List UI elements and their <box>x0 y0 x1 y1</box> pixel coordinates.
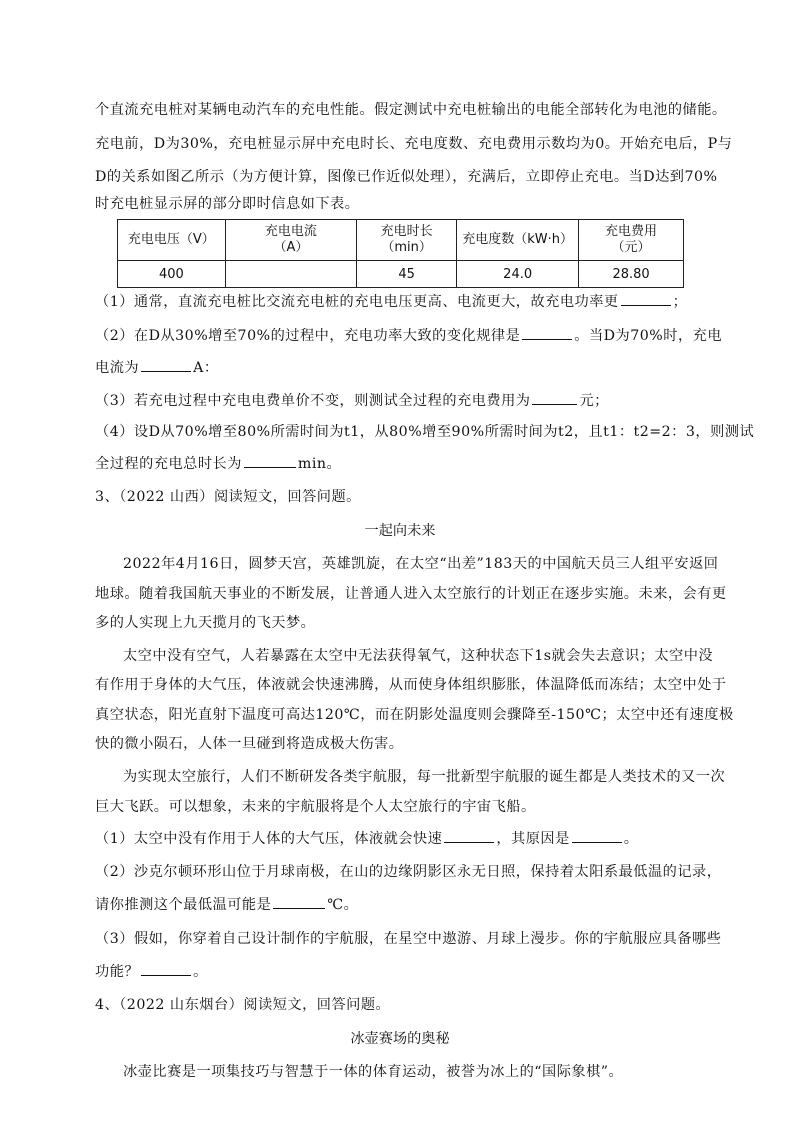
question-3-1: （1）太空中没有作用于人体的大气压，体液就会快速 ，其原因是 。 <box>95 828 639 848</box>
header-cell-voltage: 充电电压（V） <box>118 220 226 261</box>
paragraph-line: 为实现太空旅行，人们不断研发各类宇航服，每一批新型宇航服的诞生都是人类技术的又一次 <box>123 769 726 785</box>
paragraph-line: D的关系如图乙所示（为方便计算，图像已作近似处理），充满后，立即停止充电。当D达到70% <box>95 169 718 185</box>
question-3-3-cont: 功能？ 。 <box>95 961 208 981</box>
answer-blank[interactable] <box>244 453 296 468</box>
answer-blank[interactable] <box>273 894 325 909</box>
answer-blank[interactable] <box>141 961 191 976</box>
value-cell-duration: 45 <box>357 261 457 288</box>
question-2-3: （3）若充电过程中充电电费单价不变，则测试全过程的充电费用为 元； <box>95 390 609 410</box>
answer-blank[interactable] <box>621 291 671 306</box>
question-3-2: （2）沙克尔顿环形山位于月球南极，在山的边缘阴影区永无日照，保持着太阳系最低温的记录， <box>95 864 722 880</box>
value-cell-cost: 28.80 <box>579 261 684 288</box>
paragraph-line: 多的人实现上九天揽月的飞天梦。 <box>95 615 316 631</box>
paragraph-line: 快的微小陨石，人体一旦碰到将造成极大伤害。 <box>95 736 404 752</box>
paragraph-line: 充电前，D为30%，充电桩显示屏中充电时长、充电度数、充电费用示数均为0。开始充电后，P与 <box>95 136 733 152</box>
value-cell-current <box>225 261 356 288</box>
table-header-row <box>118 220 684 261</box>
paragraph-line: 巨大飞跃。可以想象，未来的宇航服将是个人太空旅行的宇宙飞船。 <box>95 799 536 815</box>
answer-blank[interactable] <box>572 828 622 843</box>
answer-blank[interactable] <box>141 357 191 372</box>
question-2-2-cont: 电流为 A： <box>95 357 219 377</box>
paragraph-line: 时充电桩显示屏的部分即时信息如下表。 <box>95 196 360 212</box>
passage-title: 冰壶赛场的奥秘 <box>350 1031 450 1047</box>
question-3-2-cont: 请你推测这个最低温可能是 ℃。 <box>95 894 358 914</box>
passage-title: 一起向未来 <box>364 523 436 539</box>
header-cell-energy: 充电度数（kW·h） <box>457 220 579 261</box>
paragraph-line: 冰壶比赛是一项集技巧与智慧于一体的体育运动，被誉为冰上的“国际象棋”。 <box>123 1064 624 1080</box>
value-cell-energy: 24.0 <box>457 261 579 288</box>
paragraph-line: 真空状态，阳光直射下温度可高达120℃，而在阴影处温度则会骤降至-150℃；太空中还有速度极 <box>95 707 734 723</box>
header-cell-current: 充电电流 （A） <box>225 220 356 261</box>
table-row <box>118 261 684 288</box>
value-cell-voltage: 400 <box>118 261 226 288</box>
question-2-4: （4）设D从70%增至80%所需时间为t1，从80%增至90%所需时间为t2，且t1：t2=2：3，则测试 <box>95 424 755 440</box>
answer-blank[interactable] <box>532 390 577 405</box>
header-cell-duration: 充电时长 （min） <box>357 220 457 261</box>
answer-blank[interactable] <box>522 325 572 340</box>
problem-4-heading: 4、（2022 山东烟台）阅读短文，回答问题。 <box>95 997 391 1013</box>
paragraph-line: 太空中没有空气，人若暴露在太空中无法获得氧气，这种状态下1s就会失去意识；太空中没 <box>123 648 714 664</box>
question-2-1: （1）通常，直流充电桩比交流充电桩的充电电压更高、电流更大，故充电功率更 ； <box>95 291 687 311</box>
charging-info-table <box>117 219 684 288</box>
header-cell-cost: 充电费用 （元） <box>579 220 684 261</box>
answer-blank[interactable] <box>444 828 494 843</box>
paragraph-line: 有作用于身体的大气压，体液就会快速沸腾，从而使身体组织膨胀，体温降低而冻结；太空中处于 <box>95 677 727 693</box>
question-3-3: （3）假如，你穿着自己设计制作的宇航服，在星空中遨游、月球上漫步。你的宇航服应具备哪些 <box>95 931 722 947</box>
problem-3-heading: 3、（2022 山西）阅读短文，回答问题。 <box>95 489 361 505</box>
paragraph-line: 2022年4月16日，圆梦天宫，英雄凯旋，在太空“出差”183天的中国航天员三人组平安返回 <box>123 556 719 572</box>
paragraph-line: 地球。随着我国航天事业的不断发展，让普通人进入太空旅行的计划正在逐步实施。未来，会有更 <box>95 586 727 602</box>
question-2-4-cont: 全过程的充电总时长为 min。 <box>95 453 341 473</box>
question-2-2: （2）在D从30%增至70%的过程中，充电功率大致的变化规律是 。当D为70%时，充电 <box>95 325 722 345</box>
paragraph-line: 个直流充电桩对某辆电动汽车的充电性能。假定测试中充电桩输出的电能全部转化为电池的储能。 <box>95 102 727 118</box>
